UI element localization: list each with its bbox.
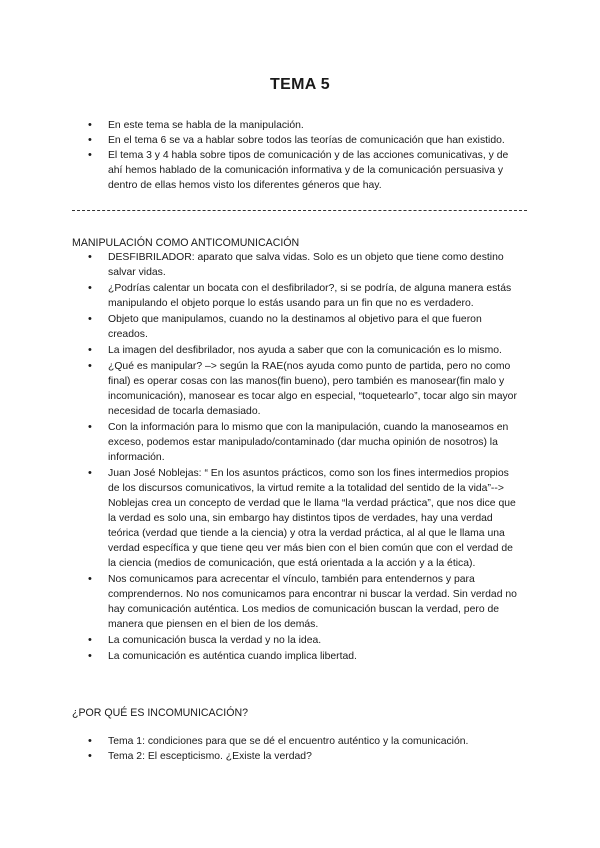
list-item: • Nos comunicamos para acrecentar el vínculo, también para entendernos y para comprendernos. No nos comunicamos para encontrar ni buscar la verdad. Sin verdad no hay comunicación auténtica. Los medios de comunicación buscan la verdad, pero de manera que piensen en el bien de los demás. xyxy=(82,572,520,632)
list-item: • En este tema se habla de la manipulación. xyxy=(82,118,520,133)
list-item: • ¿Podrías calentar un bocata con el desfibrilador?, si se podría, de alguna manera estás manipulando el objeto porque lo estás usando para un fin que no es verdadero. xyxy=(82,281,520,311)
intro-list xyxy=(82,118,520,193)
list-item: • ¿Qué es manipular? –> según la RAE(nos ayuda como punto de partida, pero no como final) es operar cosas con las manos(fin bueno), pero también es manosear(fin malo y incomunicación), manosear es tocar algo en especial, “toquetearlo”, tocar algo sin mayor necesidad de tocarla demasiado. xyxy=(82,359,520,419)
page-title: TEMA 5 xyxy=(270,76,330,93)
list-item: • El tema 3 y 4 habla sobre tipos de comunicación y de las acciones comunicativas, y de ahí hemos hablado de la comunicación informativa y de la comunicación persuasiva y dentro de ellas hemos visto los diferentes géneros que hay. xyxy=(82,148,520,193)
list-item: • Tema 1: condiciones para que se dé el encuentro auténtico y la comunicación. xyxy=(82,734,520,749)
list-item: • Con la información para lo mismo que con la manipulación, cuando la manoseamos en exceso, podemos estar manipulado/contaminado (dar mucha opinión de nosotros) la información. xyxy=(82,420,520,465)
list-item: • Juan José Noblejas: “ En los asuntos prácticos, como son los fines intermedios propios de los discursos comunicativos, la virtud remite a la totalidad del sentido de la vida”--> Noblejas crea un concepto de verdad que le llama “la verdad práctica”, que nos dice que la verdad es solo una, sin embargo hay distintos tipos de verdades, hay una verdad teórica (verdad que tiende a la ciencia) y otra la verdad práctica, al al que le llama una verdad específica y que tiene qeu ver más bien con el bien común que con el verdad de la ciencia (medios de comunicación, que está orientada a la acción y a la ética). xyxy=(82,466,520,571)
manipulacion-list xyxy=(82,250,520,665)
incomunicacion-list xyxy=(82,734,520,764)
section-heading-incomunicacion: ¿POR QUÉ ES INCOMUNICACIÓN? xyxy=(72,707,248,719)
dashed-divider xyxy=(72,210,527,211)
list-item: • La imagen del desfibrilador, nos ayuda a saber que con la comunicación es lo mismo. xyxy=(82,343,520,358)
list-item: • DESFIBRILADOR: aparato que salva vidas. Solo es un objeto que tiene como destino salvar vidas. xyxy=(82,250,520,280)
list-item: • Tema 2: El escepticismo. ¿Existe la verdad? xyxy=(82,749,520,764)
list-item: • Objeto que manipulamos, cuando no la destinamos al objetivo para el que fueron creados. xyxy=(82,312,520,342)
list-item: • La comunicación es auténtica cuando implica libertad. xyxy=(82,649,520,664)
list-item: • En el tema 6 se va a hablar sobre todos las teorías de comunicación que han existido. xyxy=(82,133,520,148)
list-item: • La comunicación busca la verdad y no la idea. xyxy=(82,633,520,648)
section-heading-manipulacion: MANIPULACIÓN COMO ANTICOMUNICACIÓN xyxy=(72,237,300,249)
